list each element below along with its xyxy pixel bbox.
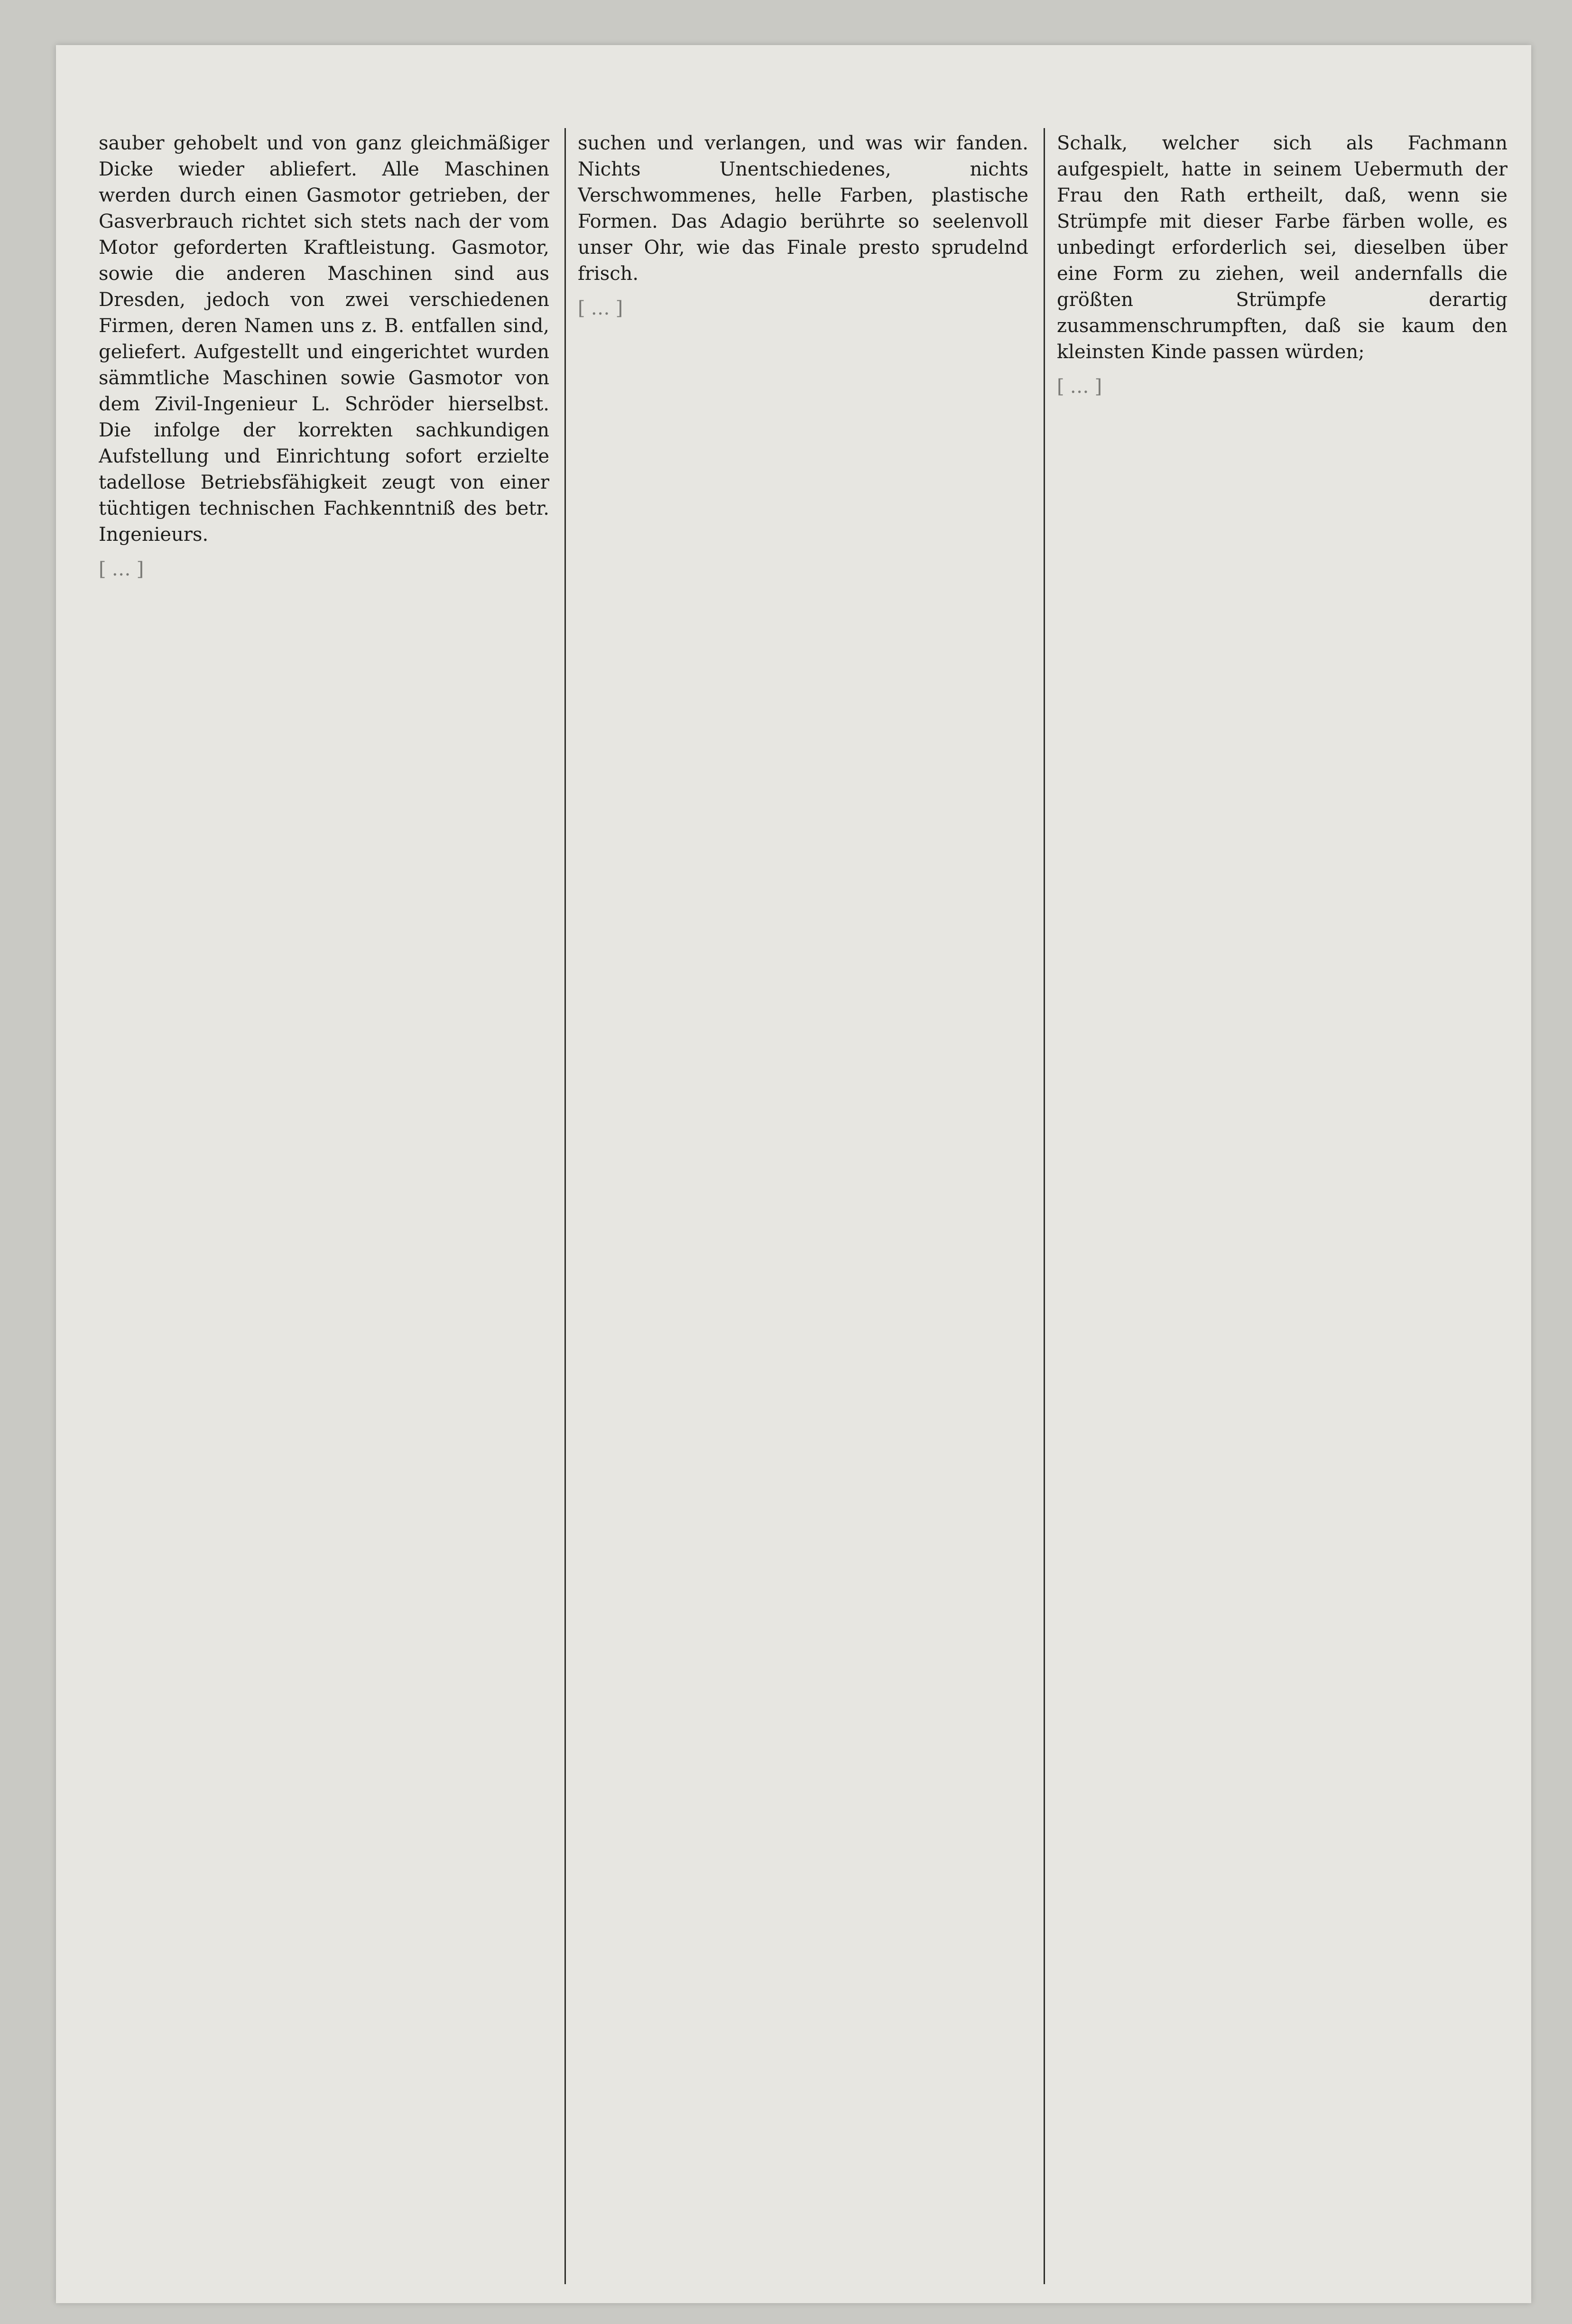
text-column-3 <box>1057 130 1507 2284</box>
column-divider <box>564 128 566 2284</box>
column-3-text-not-transcribed: […] <box>1057 376 1108 398</box>
column-2-paragraph-1: suchen und verlangen, und was wir fanden. Nichts Unentschiedenes, nichts Verschwommenes, helle Farben, plastische Formen. Das Adagio berührte so seelenvoll unser Ohr, wie das Finale presto sprudelnd frisch. <box>578 132 1028 285</box>
column-2-text-not-transcribed: […] <box>578 297 629 319</box>
column-1-text-not-transcribed: […] <box>99 558 150 580</box>
column-divider <box>1044 128 1045 2284</box>
newspaper-page <box>56 45 1531 2303</box>
text-column-2 <box>578 130 1028 2284</box>
column-1-paragraph-1: sauber gehobelt und von ganz gleichmäßiger Dicke wieder abliefert. Alle Maschinen werden durch einen Gasmotor getrieben, der Gasverbrauch richtet sich stets nach der vom Motor geforderten Kraftleistung. Gasmotor, sowie die anderen Maschinen sind aus Dresden, jedoch von zwei verschiedenen Firmen, deren Namen uns z. B. entfallen sind, geliefert. Aufgestellt und eingerichtet wurden sämmtliche Maschinen sowie Gasmotor von dem Zivil-Ingenieur L. Schröder hierselbst. Die infolge der korrekten sachkundigen Aufstellung und Einrichtung sofort erzielte tadellose Betriebsfähigkeit zeugt von einer tüchtigen technischen Fachkenntniß des betr. Ingenieurs. <box>99 132 549 546</box>
column-3-paragraph-1: Schalk, welcher sich als Fachmann aufgespielt, hatte in seinem Uebermuth der Frau den Rath ertheilt, daß, wenn sie Strümpfe mit dieser Farbe färben wolle, es unbedingt erforderlich sei, dieselben über eine Form zu ziehen, weil andernfalls die größten Strümpfe derartig zusammenschrumpften, daß sie kaum den kleinsten Kinde passen würden; <box>1057 132 1507 363</box>
text-column-1 <box>99 130 549 2284</box>
